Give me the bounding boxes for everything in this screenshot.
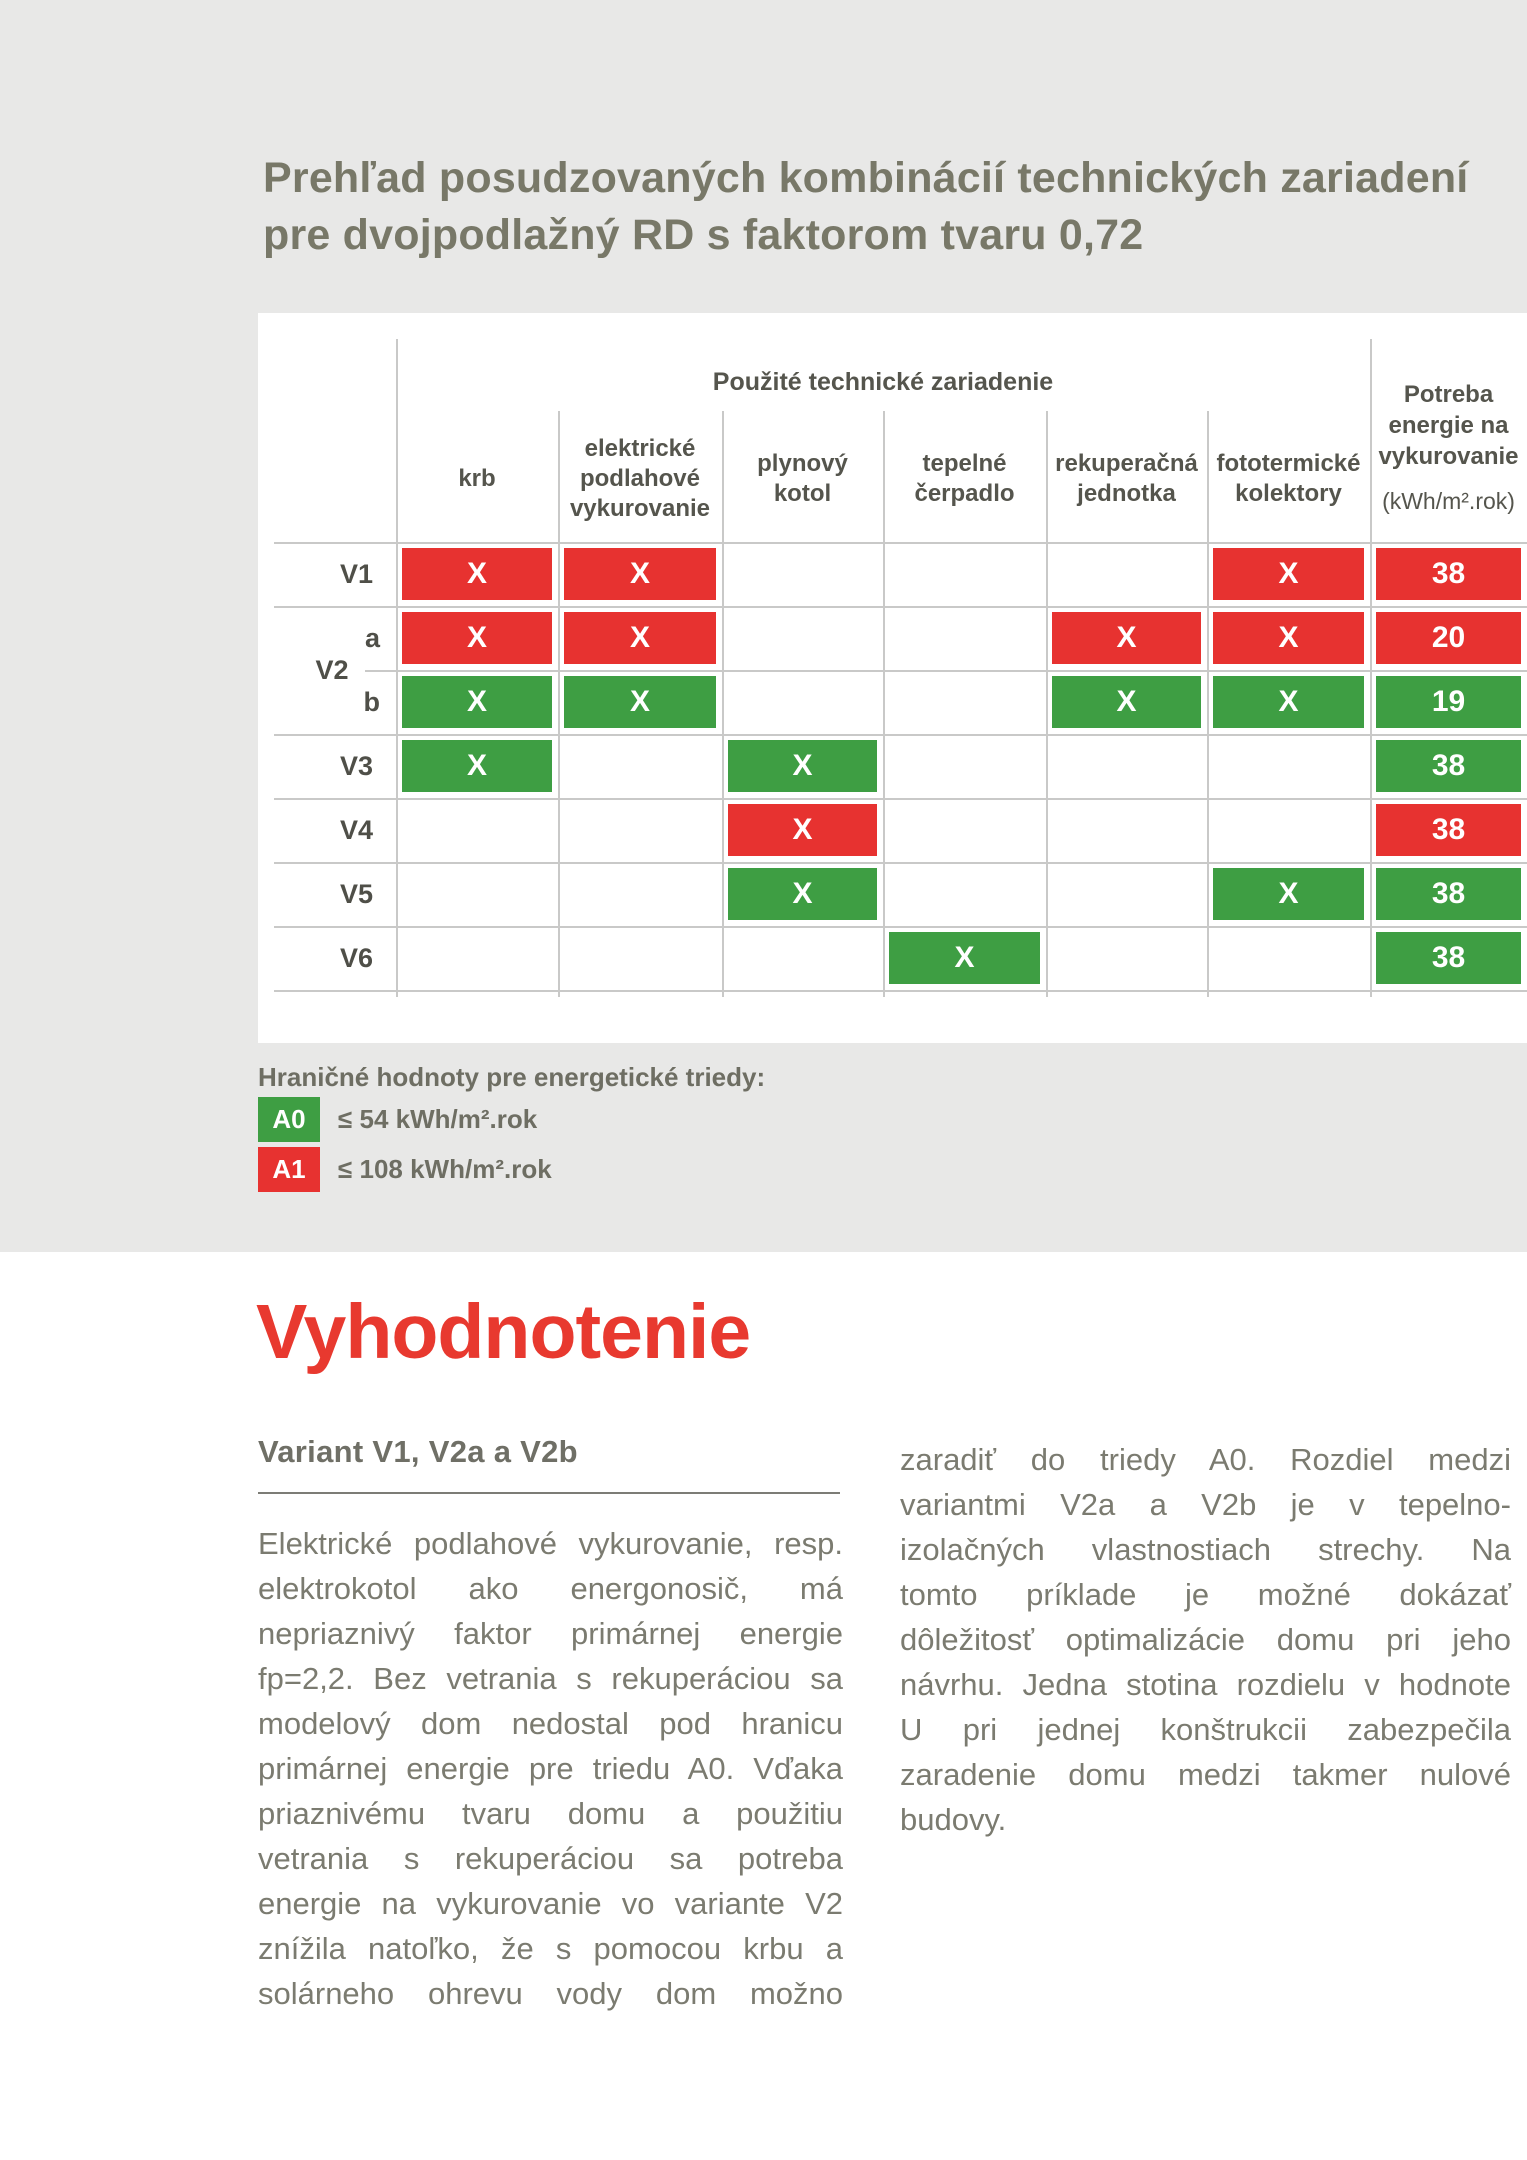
grid-line xyxy=(1046,411,1048,997)
legend-threshold-text: ≤ 108 kWh/m².rok xyxy=(338,1154,552,1184)
row-label-V1: V1 xyxy=(339,558,373,589)
grid-line xyxy=(274,990,1527,992)
evaluation-text-column-1 xyxy=(258,1521,843,2016)
column-header-6: fototermické kolektory xyxy=(1216,450,1361,507)
equipment-mark-cell: X xyxy=(728,804,877,856)
equipment-mark-cell: X xyxy=(564,676,716,728)
energy-value-cell: 38 xyxy=(1376,740,1521,792)
grid-line xyxy=(274,862,1527,864)
body-text-line: variantmi V2a a V2b je v tepelno- xyxy=(900,1487,1511,1522)
energy-value-cell: 38 xyxy=(1376,932,1521,984)
body-text-line: budovy. xyxy=(900,1802,1007,1837)
row-label-a: a xyxy=(364,622,380,653)
body-text-line: návrhu. Jedna stotina rozdielu v hodnote xyxy=(900,1667,1511,1702)
body-text-line: fp=2,2. Bez vetrania s rekuperáciou sa xyxy=(258,1661,843,1696)
equipment-mark-cell: X xyxy=(564,548,716,600)
evaluation-text-column-2 xyxy=(900,1437,1511,1842)
result-column-header xyxy=(1370,379,1527,515)
equipment-mark-cell: X xyxy=(728,740,877,792)
body-text-line: nepriaznivý faktor primárnej energie xyxy=(258,1616,843,1651)
equipment-mark-cell: X xyxy=(1213,868,1364,920)
equipment-combinations-table xyxy=(258,313,1527,1043)
page-title-line2: pre dvojpodlažný RD s faktorom tvaru 0,72 xyxy=(263,211,1144,259)
energy-class-badge: A0 xyxy=(258,1097,320,1142)
equipment-mark-cell: X xyxy=(728,868,877,920)
grid-line xyxy=(274,926,1527,928)
legend-item-a0 xyxy=(258,1097,537,1142)
grid-line xyxy=(883,411,885,997)
body-text-line: tomto príklade je možné dokázať xyxy=(900,1577,1511,1612)
equipment-mark-cell: X xyxy=(402,612,552,664)
grid-line xyxy=(274,798,1527,800)
energy-value-cell: 20 xyxy=(1376,612,1521,664)
grid-line xyxy=(558,411,560,997)
column-header-3: plynový kotol xyxy=(757,450,848,507)
row-label-V5: V5 xyxy=(339,878,373,909)
legend-title: Hraničné hodnoty pre energetické triedy: xyxy=(258,1062,766,1092)
equipment-mark-cell: X xyxy=(564,612,716,664)
row-label-V3: V3 xyxy=(339,750,373,781)
evaluation-heading: Vyhodnotenie xyxy=(256,1289,751,1375)
row-label-b: b xyxy=(363,686,380,717)
energy-class-badge: A1 xyxy=(258,1147,320,1192)
grid-line xyxy=(274,606,1527,608)
energy-value-cell: 19 xyxy=(1376,676,1521,728)
body-text-line: znížila natoľko, že s pomocou krbu a xyxy=(258,1931,843,1966)
variant-subheading: Variant V1, V2a a V2b xyxy=(258,1434,578,1469)
equipment-mark-cell: X xyxy=(1052,676,1201,728)
page-title-line1: Prehľad posudzovaných kombinácií technických zariadení xyxy=(263,154,1469,202)
body-text-line: dôležitosť optimalizácie domu pri jeho xyxy=(900,1622,1511,1657)
row-label-V4: V4 xyxy=(339,814,373,845)
body-text-line: modelový dom nedostal pod hranicu xyxy=(258,1706,843,1741)
body-text-line: U pri jednej konštrukcii zabezpečila xyxy=(900,1712,1511,1747)
legend-threshold-text: ≤ 54 kWh/m².rok xyxy=(338,1104,538,1134)
equipment-mark-cell: X xyxy=(1213,676,1364,728)
grid-line xyxy=(722,411,724,997)
result-column-title: Potreba energie na vykurovanie xyxy=(1378,381,1519,470)
subheading-divider xyxy=(258,1492,840,1494)
energy-value-cell: 38 xyxy=(1376,868,1521,920)
body-text-line: izolačných vlastnostiach strechy. Na xyxy=(900,1532,1511,1567)
body-text-line: Elektrické podlahové vykurovanie, resp. xyxy=(258,1526,843,1561)
body-text-line: primárnej energie pre triedu A0. Vďaka xyxy=(258,1751,843,1786)
column-header-1: krb xyxy=(458,465,496,492)
legend-item-a1 xyxy=(258,1147,552,1192)
grid-line xyxy=(365,670,1527,672)
row-label-V6: V6 xyxy=(339,942,373,973)
column-header-4: tepelné čerpadlo xyxy=(914,450,1015,507)
equipment-mark-cell: X xyxy=(1052,612,1201,664)
body-text-line: elektrokotol ako energonosič, má xyxy=(258,1571,843,1606)
grid-line xyxy=(274,542,1527,544)
grid-line xyxy=(1207,411,1209,997)
body-text-line: priaznivému tvaru domu a použitiu xyxy=(258,1796,843,1831)
body-text-line: zaradenie domu medzi takmer nulové xyxy=(900,1757,1511,1792)
equipment-mark-cell: X xyxy=(402,676,552,728)
grid-line xyxy=(1370,339,1372,997)
body-text-line: vetrania s rekuperáciou sa potreba xyxy=(258,1841,843,1876)
table-group-header: Použité technické zariadenie xyxy=(712,368,1054,396)
grid-line xyxy=(396,339,398,997)
result-column-unit: (kWh/m².rok) xyxy=(1382,488,1515,514)
column-header-5: rekuperačná jednotka xyxy=(1055,450,1198,507)
energy-value-cell: 38 xyxy=(1376,804,1521,856)
equipment-mark-cell: X xyxy=(402,740,552,792)
grid-line xyxy=(274,734,1527,736)
body-text-line: energie na vykurovanie vo variante V2 xyxy=(258,1886,843,1921)
column-header-2: elektrické podlahové vykurovanie xyxy=(569,435,711,522)
equipment-mark-cell: X xyxy=(889,932,1040,984)
body-text-line: solárneho ohrevu vody dom možno xyxy=(258,1976,843,2011)
equipment-mark-cell: X xyxy=(402,548,552,600)
page-title xyxy=(263,150,1468,264)
body-text-line: zaradiť do triedy A0. Rozdiel medzi xyxy=(900,1442,1511,1477)
equipment-mark-cell: X xyxy=(1213,548,1364,600)
equipment-mark-cell: X xyxy=(1213,612,1364,664)
energy-value-cell: 38 xyxy=(1376,548,1521,600)
row-group-label-v2: V2 xyxy=(315,654,349,685)
